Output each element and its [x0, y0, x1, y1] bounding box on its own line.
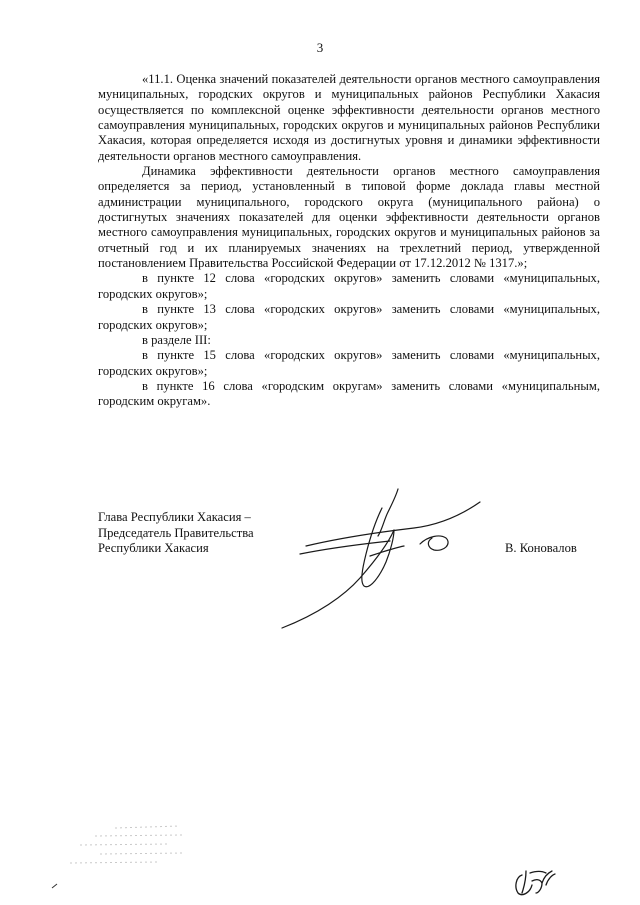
paragraph-section-3: в разделе III:	[142, 332, 211, 347]
paragraph-dynamics: Динамика эффективности деятельности органов местного самоуправления определяется за период, установленный в типовой форме доклада главы местной администрации муниципального, городского округа (муниципального района) о достигнутых значениях показателей для оценки эффективности деятельности органов местного самоуправления муниципальных, городских округов и муниципальных районов за отчетный год и их планируемых значениях на трехлетний период, утвержденной постановлением Правительства Российской Федерации от 17.12.2012 № 1317.»;	[98, 164, 600, 271]
handwritten-initials	[512, 865, 557, 897]
page-number: 3	[316, 40, 324, 55]
paragraph-11-1: «11.1. Оценка значений показателей деятельности органов местного самоуправления муниципальных, городских округов и муниципальных районов Республики Хакасия осуществляется по комплексной оценке эффективности деятельности органов местного самоуправления муниципальных, городских округов и муниципальных районов Республики Хакасия, которая определяется исходя из достигнутых уровня и динамики эффективности деятельности органов местного самоуправления.	[98, 72, 600, 163]
handwritten-signature	[270, 486, 500, 631]
signatory-title-line: Глава Республики Хакасия –	[98, 510, 251, 524]
paragraph-point-12: в пункте 12 слова «городских округов» заменить словами «муниципальных, городских округов»;	[98, 271, 600, 301]
signatory-title	[98, 510, 298, 557]
paragraph-point-16: в пункте 16 слова «городским округам» заменить словами «муниципальным, городским округам».	[98, 378, 600, 409]
faint-stamp-marks	[60, 820, 190, 870]
signatory-title-line: Председатель Правительства	[98, 525, 254, 540]
small-ink-mark	[50, 880, 60, 890]
paragraph-point-13: в пункте 13 слова «городских округов» заменить словами «муниципальных, городских округов»;	[98, 302, 600, 332]
paragraph-point-15: в пункте 15 слова «городских округов» заменить словами «муниципальных, городских округов»;	[98, 348, 600, 378]
signatory-name: В. Коновалов	[505, 541, 577, 555]
document-body	[98, 72, 600, 410]
signatory-title-line: Республики Хакасия	[98, 541, 209, 555]
